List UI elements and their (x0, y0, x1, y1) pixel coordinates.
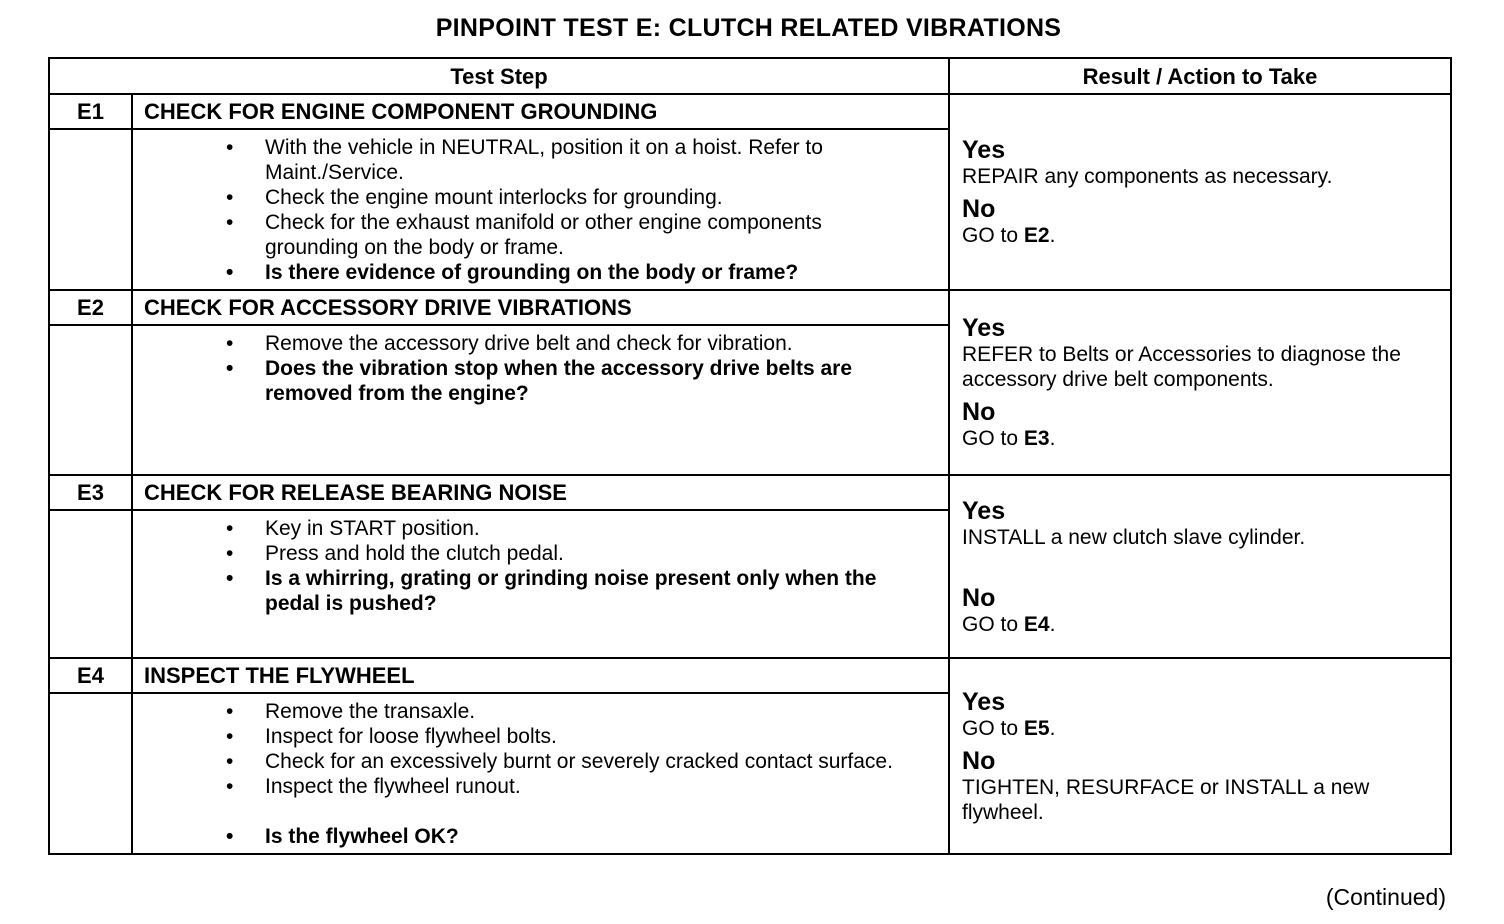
list-item: • Inspect for loose flywheel bolts. (133, 724, 908, 749)
yes-label: Yes (962, 136, 1006, 164)
step-id: E2 (49, 290, 132, 325)
no-label: No (962, 195, 996, 223)
step-instructions (132, 129, 949, 290)
step-heading: CHECK FOR ENGINE COMPONENT GROUNDING (132, 94, 949, 129)
step-heading-row (49, 290, 1451, 325)
yes-action: GO to E5. (962, 716, 1056, 740)
step-instructions (132, 510, 949, 658)
step-heading-row (49, 94, 1451, 129)
list-item: • Inspect the flywheel runout. (133, 774, 908, 799)
result-header: Result / Action to Take (949, 58, 1451, 94)
table-header-row (49, 58, 1451, 94)
list-item: • With the vehicle in NEUTRAL, position it on a hoist. Refer to Maint./Service. (133, 135, 908, 185)
no-action: GO to E2. (962, 224, 1056, 247)
step-instructions (132, 693, 949, 854)
yes-action: REPAIR any components as necessary. (962, 165, 1333, 188)
no-action: GO to E4. (962, 612, 1056, 636)
page-title: PINPOINT TEST E: CLUTCH RELATED VIBRATIONS (435, 14, 1062, 42)
list-item: • Press and hold the clutch pedal. (133, 541, 908, 566)
step-question: • Is there evidence of grounding on the body or frame? (133, 260, 908, 285)
step-result (949, 94, 1451, 290)
step-result (949, 658, 1451, 854)
yes-action: INSTALL a new clutch slave cylinder. (962, 525, 1306, 549)
no-label: No (962, 398, 996, 426)
step-question: • Is a whirring, grating or grinding noise present only when the pedal is pushed? (133, 566, 908, 616)
step-result (949, 290, 1451, 475)
step-question: • Is the flywheel OK? (133, 824, 908, 849)
continued-note: (Continued) (1325, 884, 1446, 910)
step-heading-row (49, 658, 1451, 693)
yes-label: Yes (962, 687, 1006, 716)
step-result (949, 475, 1451, 658)
step-reference: E4 (1023, 612, 1050, 636)
yes-label: Yes (962, 496, 1006, 525)
list-item: • Check for the exhaust manifold or other engine components grounding on the body or frame. (133, 210, 908, 260)
step-id: E1 (49, 94, 132, 129)
step-id: E4 (49, 658, 132, 693)
step-heading-row (49, 475, 1451, 510)
step-reference: E2 (1023, 224, 1050, 247)
step-heading: CHECK FOR RELEASE BEARING NOISE (132, 475, 949, 510)
list-item: • Remove the accessory drive belt and check for vibration. (133, 331, 908, 356)
list-item: • Check for an excessively burnt or severely cracked contact surface. (133, 749, 908, 774)
no-action: TIGHTEN, RESURFACE or INSTALL a new flywheel. (962, 775, 1370, 824)
list-item: • Check the engine mount interlocks for grounding. (133, 185, 908, 210)
no-label: No (962, 746, 996, 775)
no-action: GO to E3. (962, 427, 1056, 450)
yes-label: Yes (962, 314, 1006, 342)
step-heading: INSPECT THE FLYWHEEL (132, 658, 949, 693)
step-instructions (132, 325, 949, 475)
no-label: No (962, 583, 996, 612)
list-item: • Key in START position. (133, 516, 908, 541)
test-step-header: Test Step (49, 58, 949, 94)
pinpoint-test-table (48, 57, 1452, 855)
step-id: E3 (49, 475, 132, 510)
step-question: • Does the vibration stop when the accessory drive belts are removed from the engine? (133, 356, 908, 406)
step-reference: E5 (1023, 716, 1050, 740)
step-reference: E3 (1023, 427, 1050, 450)
yes-action: REFER to Belts or Accessories to diagnose the accessory drive belt components. (962, 343, 1401, 391)
list-item: • Remove the transaxle. (133, 699, 908, 724)
step-heading: CHECK FOR ACCESSORY DRIVE VIBRATIONS (132, 290, 949, 325)
